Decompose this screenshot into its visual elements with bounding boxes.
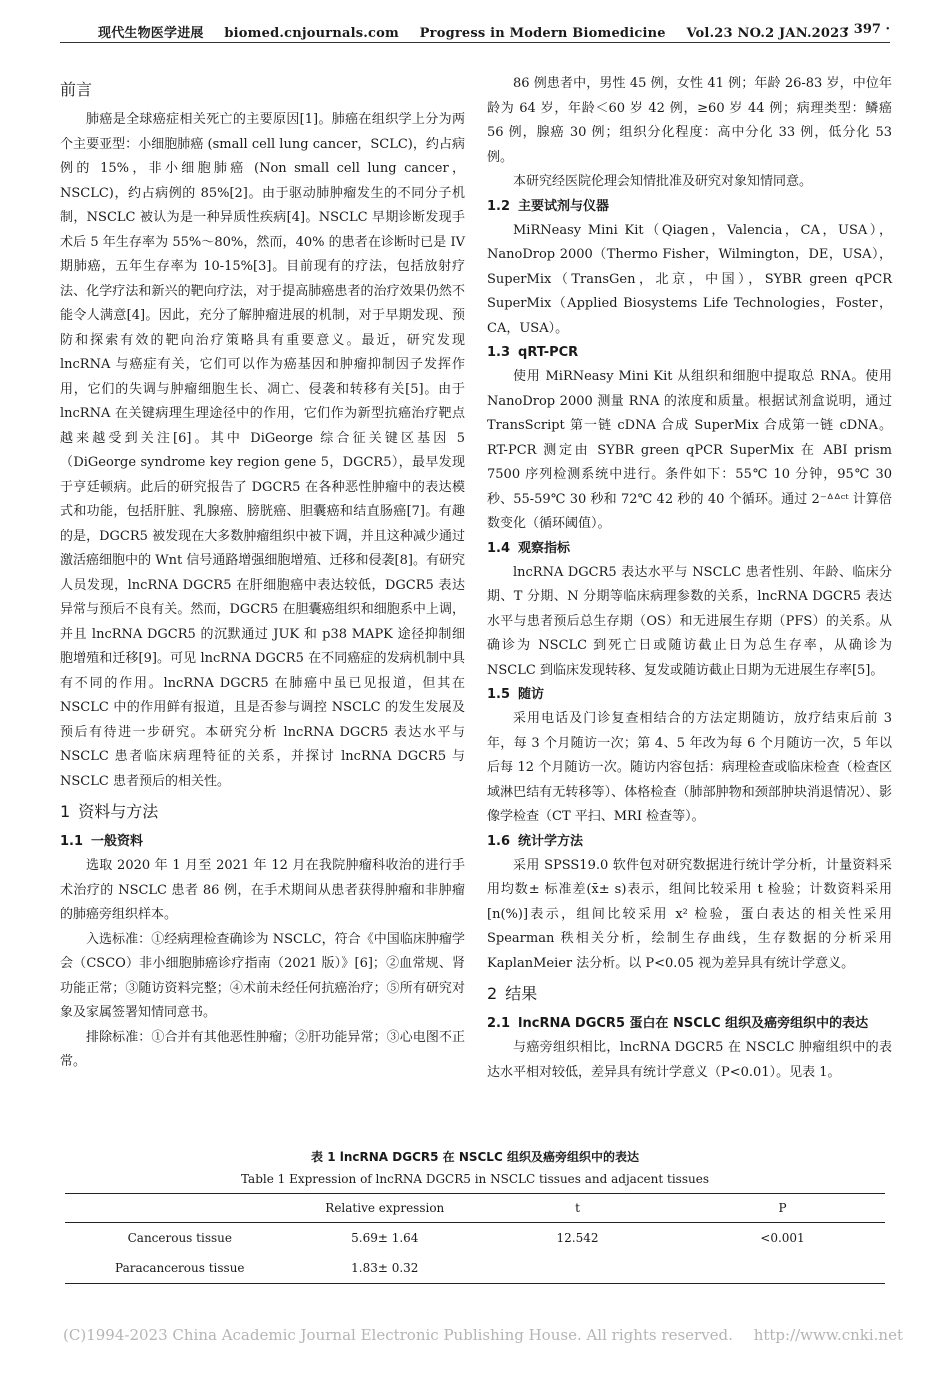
journal-name-cn: 现代生物医学进展 <box>98 26 204 41</box>
section-1-2-title: 主要试剂与仪器 <box>518 198 610 214</box>
section-1-6-title: 统计学方法 <box>518 833 584 849</box>
section-1-title: 资料与方法 <box>78 802 159 821</box>
section-2-1-title: lncRNA DGCR5 蛋白在 NSCLC 组织及癌旁组织中的表达 <box>518 1016 869 1031</box>
left-column <box>60 72 465 1075</box>
table-header-p: P <box>680 1194 885 1223</box>
indicators-paragraph: lncRNA DGCR5 表达水平与 NSCLC 患者性别、年龄、临床分期、T 分期、N 分期等临床病理参数的关系，lncRNA DGCR5 表达水平与患者预后总生存期（OS）和无进展生存期（PFS）的关系。从确诊为 NSCLC 到死亡日或随访截止日为总生存率，从确诊为 NSCLC 到临床发现转移、复发或随访截止日期为无进展生存率[5]。 <box>487 564 892 678</box>
reagents-paragraph: MiRNeasy Mini Kit（Qiagen，Valencia，CA，USA），NanoDrop 2000（Thermo Fisher，Wilmington，DE，USA），SuperMix（TransGen，北京，中国），SYBR green qPCR SuperMix（Applied Biosystems Life Technologies，Foster，CA，USA）。 <box>487 222 892 336</box>
table-cell <box>680 1253 885 1284</box>
preface-paragraph: 肺癌是全球癌症相关死亡的主要原因[1]。肺癌在组织学上分为两个主要亚型：小细胞肺癌 (small cell lung cancer，SCLC)，约占病例的 15%，非小细胞肺癌 (Non small cell lung cancer，NSCLC)，约占病例的 85%[2]。由于驱动肺肿瘤发生的不同分子机制，NSCLC 被认为是一种异质性疾病[4]。NSCLC 早期诊断发现手术后 5 年生存率为 55%～80%，然而，40% 的患者在诊断时已是 IV 期肺癌，五年生存率为 10-15%[3]。目前现有的疗法，包括放射疗法、化学疗法和新兴的靶向疗法，对于提高肺癌患者的治疗效果仍然不能令人满意[4]。因此，充分了解肿瘤进展的机制，对于早期发现、预防和探索有效的靶向治疗策略具有重要意义。最近，研究发现 lncRNA 与癌症有关，它们可以作为癌基因和肿瘤抑制因子发挥作用，它们的失调与肿瘤细胞生长、凋亡、侵袭和转移有关[5]。由于 lncRNA 在关键病理生理途径中的作用，它们作为新型抗癌治疗靶点越来越受到关注[6]。其中 DiGeorge 综合征关键区基因 5（DiGeorge syndrome key region gene 5，DGCR5），最早发现于亨廷顿病。此后的研究报告了 DGCR5 在各种恶性肿瘤中的表达模式和功能，包括肝脏、乳腺癌、膀胱癌、胆囊癌和结直肠癌[7]。有趣的是，DGCR5 被发现在大多数肿瘤组织中被下调，并且这种减少通过激活癌细胞中的 Wnt 信号通路增强细胞增殖、迁移和侵袭[8]。有研究人员发现，lncRNA DGCR5 在肝细胞癌中表达较低，DGCR5 表达异常与预后不良有关。然而，DGCR5 在胆囊癌组织和细胞系中上调，并且 lncRNA DGCR5 的沉默通过 JUK 和 p38 MAPK 途径抑制细胞增殖和迁移[9]。可见 lncRNA DGCR5 在不同癌症的发病机制中具有不同的作用。lncRNA DGCR5 在肺癌中虽已见报道，但其在 NSCLC 中的作用鲜有报道，且是否参与调控 NSCLC 的发生发展及预后有待进一步研究。本研究分析 lncRNA DGCR5 表达水平与 NSCLC 患者临床病理特征的关系，并探讨 lncRNA DGCR5 与 NSCLC 患者预后的相关性。 <box>60 112 465 789</box>
exclusion-criteria: 排除标准：①合并有其他恶性肿瘤；②肝功能异常；③心电图不正常。 <box>60 1029 465 1069</box>
followup-paragraph: 采用电话及门诊复查相结合的方法定期随访，放疗结束后前 3 年，每 3 个月随访一次；第 4、5 年改为每 6 个月随访一次，5 年以后每 12 个月随访一次。随访内容包括：病理检查或临床检查（检查区域淋巴结有无转移等）、体格检查（肺部肿物和颈部肿块消退情况）、影像学检查（CT 平扫、MRI 检查等）。 <box>487 711 892 824</box>
section-2-1-number: 2.1 <box>487 1016 511 1031</box>
section-1-4-number: 1.4 <box>487 540 511 556</box>
journal-name-en: Progress in Modern Biomedicine <box>419 26 666 41</box>
section-1-5-heading <box>487 683 892 707</box>
ethics-paragraph: 本研究经医院伦理会知情批准及研究对象知情同意。 <box>513 174 813 189</box>
section-1-5-title: 随访 <box>518 687 545 702</box>
table-cell: Cancerous tissue <box>127 1231 232 1245</box>
table-cell: 1.83± 0.32 <box>295 1253 475 1284</box>
table-cell: 12.542 <box>556 1231 599 1245</box>
table-cell: <0.001 <box>760 1231 805 1245</box>
right-column <box>487 72 892 1085</box>
expression-table <box>65 1193 885 1284</box>
table-header-t: t <box>475 1194 680 1223</box>
section-1-5-number: 1.5 <box>487 687 511 702</box>
section-1-6-number: 1.6 <box>487 833 511 849</box>
preface-heading: 前言 <box>60 80 93 99</box>
table-row <box>65 1223 885 1254</box>
table-caption-cn: 表 1 lncRNA DGCR5 在 NSCLC 组织及癌旁组织中的表达 <box>311 1150 639 1164</box>
journal-url: biomed.cnjournals.com <box>224 26 399 41</box>
section-1-4-heading <box>487 537 892 561</box>
patients-paragraph: 选取 2020 年 1 月至 2021 年 12 月在我院肿瘤科收治的进行手术治疗的 NSCLC 患者 86 例，在手术期间从患者获得肿瘤和非肿瘤的肺癌旁组织样本。 <box>60 858 465 922</box>
table-header-blank <box>65 1194 295 1223</box>
section-1-1-heading <box>60 830 465 854</box>
section-1-3-heading <box>487 341 892 365</box>
table-header-row <box>65 1194 885 1223</box>
section-1-1-number: 1.1 <box>60 834 84 849</box>
journal-issue: Vol.23 NO.2 JAN.2023 <box>686 26 849 41</box>
copyright-text: (C)1994-2023 China Academic Journal Electronic Publishing House. All rights reserved. <box>63 1326 733 1344</box>
section-1-4-title: 观察指标 <box>518 540 571 556</box>
table-caption-en: Table 1 Expression of lncRNA DGCR5 in NSCLC tissues and adjacent tissues <box>240 1172 709 1186</box>
section-2-number: 2 <box>487 984 498 1003</box>
statistics-paragraph: 采用 SPSS19.0 软件包对研究数据进行统计学分析，计量资料采用均数± 标准差(x̄± s)表示，组间比较采用 t 检验；计数资料采用[n(%)]表示，组间比较采用 x² 检验，蛋白表达的相关性采用 Spearman 秩相关分析，绘制生存曲线，生存数据的分析采用 KaplanMeier 法分析。以 P<0.05 视为差异具有统计学意义。 <box>487 857 892 971</box>
cnki-link[interactable]: http://www.cnki.net <box>753 1326 903 1344</box>
results-paragraph: 与癌旁组织相比，lncRNA DGCR5 在 NSCLC 肿瘤组织中的表达水平相对较低，差异具有统计学意义（P<0.01）。见表 1。 <box>487 1040 892 1080</box>
demographics-paragraph: 86 例患者中，男性 45 例，女性 41 例；年龄 26-83 岁，中位年龄为 64 岁，年龄＜60 岁 42 例，≥60 岁 44 例；病理类型：鳞癌 56 例，腺癌 30 例；组织分化程度：高中分化 33 例，低分化 53 例。 <box>487 76 892 165</box>
section-2-heading <box>487 976 892 1012</box>
section-1-heading <box>60 794 465 830</box>
running-header <box>60 18 890 43</box>
inclusion-criteria: 入选标准：①经病理检查确诊为 NSCLC，符合《中国临床肿瘤学会（CSCO）非小细胞肺癌诊疗指南（2021 版）》[6]；②血常规、肾功能正常；③随访资料完整；④术前未经任何抗癌治疗；⑤所有研究对象及家属签署知情同意书。 <box>60 931 465 1020</box>
table-header-relative-expression: Relative expression <box>295 1194 475 1223</box>
section-1-1-title: 一般资料 <box>91 834 144 849</box>
table-cell <box>475 1253 680 1284</box>
qrtpcr-paragraph: 使用 MiRNeasy Mini Kit 从组织和细胞中提取总 RNA。使用 NanoDrop 2000 测量 RNA 的浓度和质量。根据试剂盒说明，通过 TransScript 第一链 cDNA 合成 SuperMix 合成第一链 cDNA。RT-PCR 测定由 SYBR green qPCR SuperMix 在 ABI prism 7500 序列检测系统中进行。条件如下：55℃ 10 分钟，95℃ 30 秒、55-59℃ 30 秒和 72℃ 42 秒的 40 个循环。通过 2⁻ᐞᐞᶜᵗ 计算倍数变化（循环阈值）。 <box>487 369 892 531</box>
section-1-6-heading <box>487 830 892 854</box>
section-1-2-number: 1.2 <box>487 198 511 214</box>
table-1 <box>65 1146 885 1284</box>
table-row <box>65 1253 885 1284</box>
copyright-watermark <box>0 1326 950 1344</box>
section-1-3-number: 1.3 <box>487 345 511 360</box>
page-number: · 397 · <box>844 22 890 37</box>
table-cell: 5.69± 1.64 <box>351 1231 419 1245</box>
table-cell: Paracancerous tissue <box>65 1253 295 1284</box>
section-2-title: 结果 <box>505 984 538 1003</box>
section-1-number: 1 <box>60 802 71 821</box>
header-journal-info <box>98 22 865 41</box>
section-1-3-title: qRT-PCR <box>518 345 579 360</box>
section-1-2-heading <box>487 195 892 219</box>
section-2-1-heading <box>487 1012 892 1036</box>
